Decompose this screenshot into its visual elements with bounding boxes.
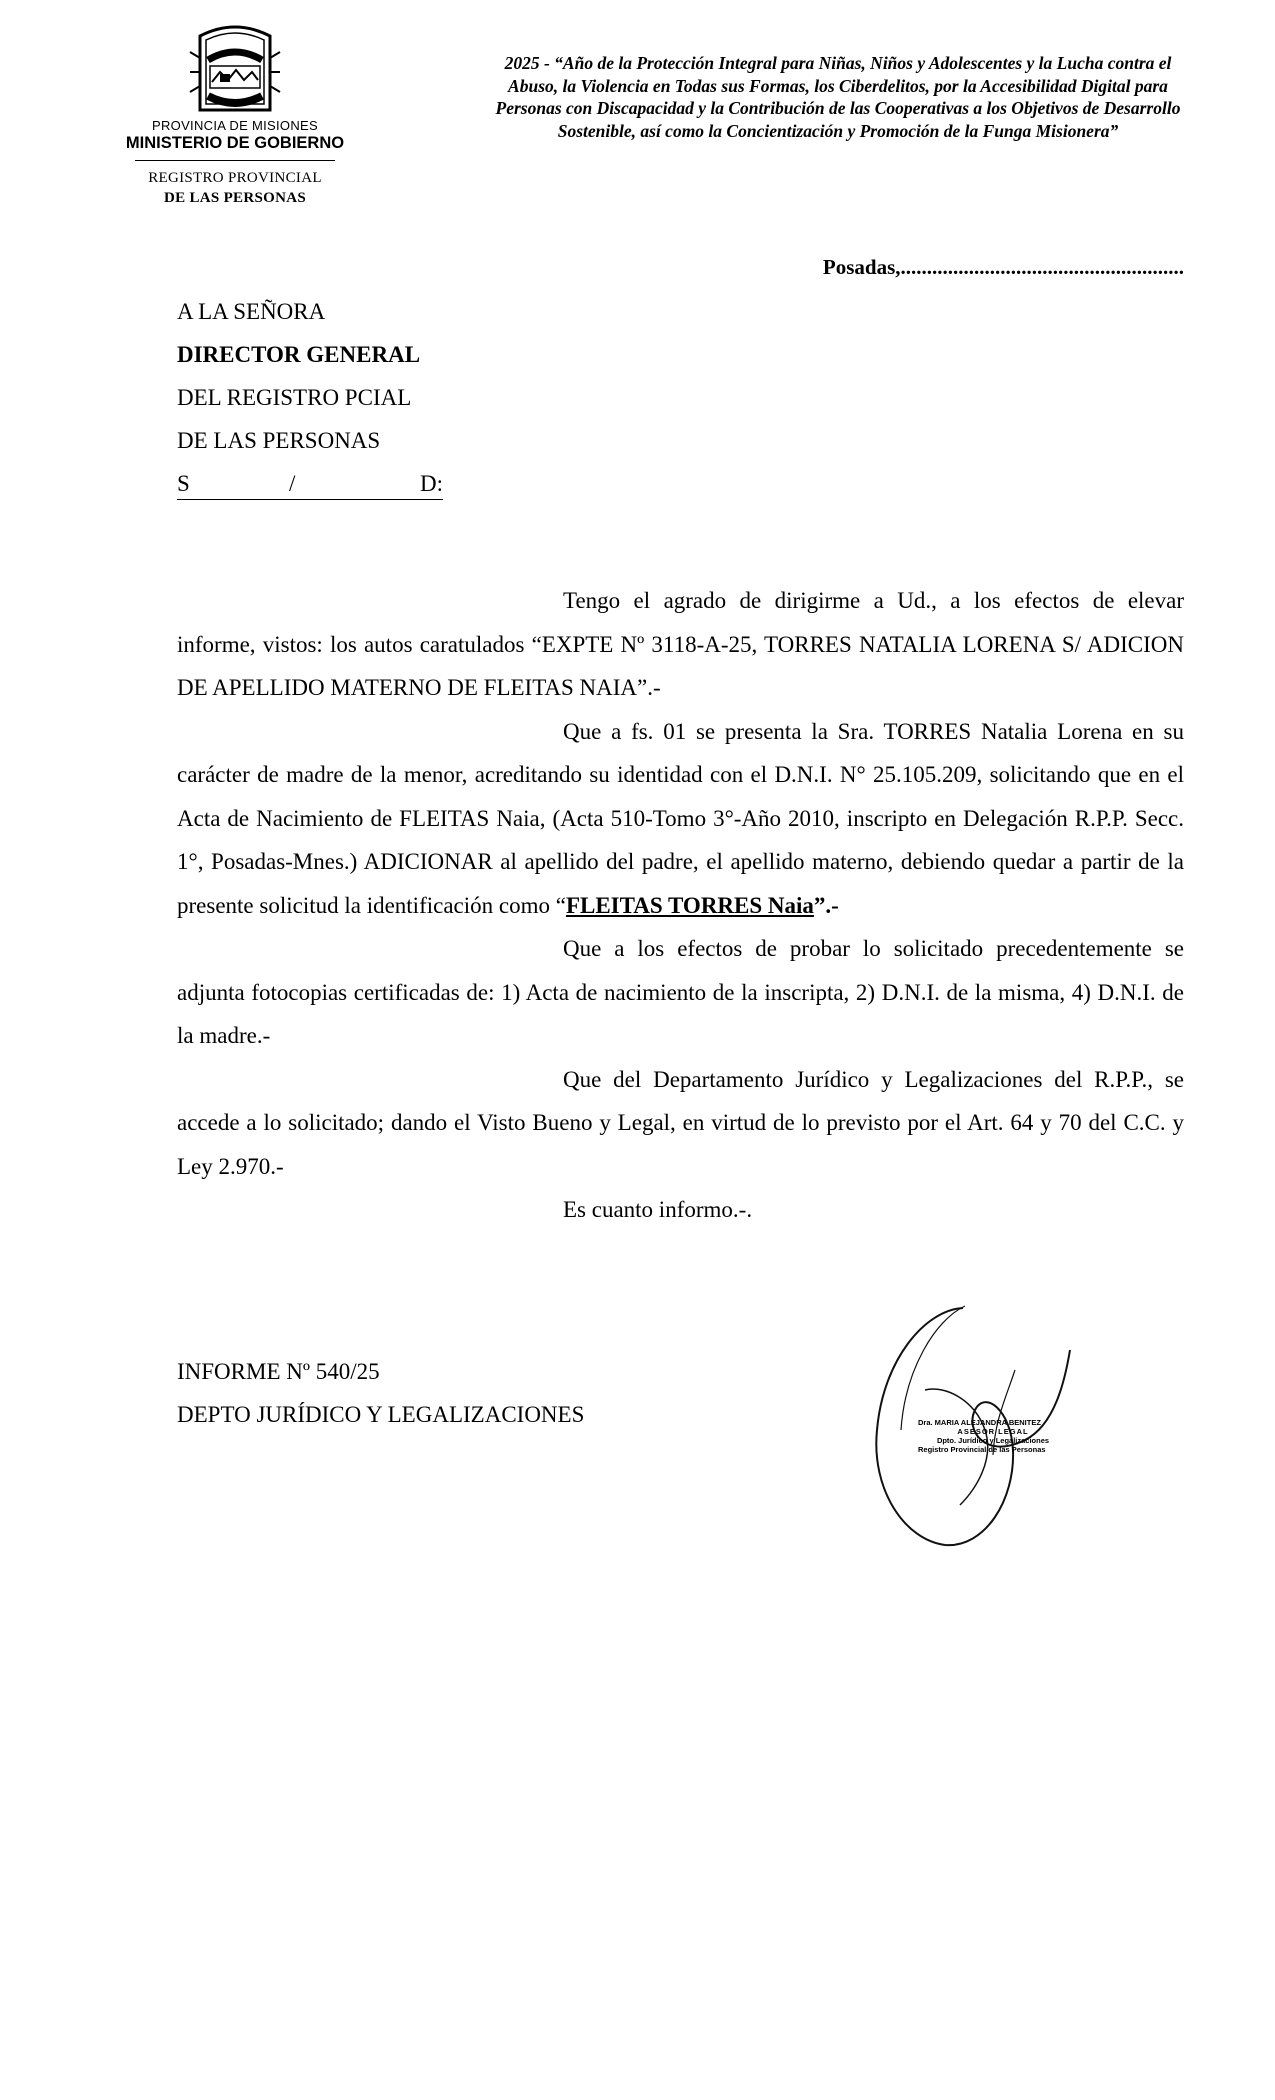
- province-seal-icon: [180, 22, 290, 114]
- place-date-line: Posadas,......................................................: [822, 255, 1184, 279]
- sd-d: D:: [420, 471, 443, 496]
- stamp-role: ASESOR LEGAL: [957, 1427, 1029, 1436]
- ministry-name: MINISTERIO DE GOBIERNO: [125, 134, 345, 152]
- addressee-institution: DEL REGISTRO PCIAL: [177, 385, 412, 410]
- paragraph-closing: Es cuanto informo.-.: [563, 1197, 753, 1222]
- province-name: PROVINCIA DE MISIONES: [152, 118, 318, 133]
- signature-stamp: [918, 1418, 1068, 1454]
- year-motto: 2025 - “Año de la Protección Integral para Niñas, Niños y Adolescentes y la Lucha contra el Abuso, la Violencia en Todas sus Formas, los Ciberdelitos, por la Accesibilidad Digital para Personas con Discapacidad y la Contribución de las Cooperativas a los Objetivos de Desarrollo Sostenible, así como la Concientización y Promoción de la Funga Misionera”: [495, 53, 1181, 141]
- addressee-title: DIRECTOR GENERAL: [177, 342, 421, 367]
- requested-name: FLEITAS TORRES Naia: [565, 892, 814, 918]
- addressee-salutation: A LA SEÑORA: [177, 299, 326, 324]
- sd-slash: /: [289, 471, 296, 496]
- stamp-department: Dpto. Jurídico y Legalizaciones: [936, 1436, 1050, 1445]
- department-name: DEPTO JURÍDICO Y LEGALIZACIONES: [177, 1402, 585, 1427]
- paragraph-intro: Tengo el agrado de dirigirme a Ud., a los efectos de elevar informe, vistos: los autos caratulados “EXPTE Nº 3118-A-25, TORRES NATALIA LORENA S/ ADICION DE APELLIDO MATERNO DE FLEITAS NAIA”.-: [177, 588, 1184, 700]
- sd-s: S: [177, 471, 190, 496]
- stamp-name: Dra. MARIA ALEJANDRA BENITEZ: [918, 1418, 1041, 1427]
- addressee-institution-cont: DE LAS PERSONAS: [177, 428, 381, 453]
- registry-name-line1: REGISTRO PROVINCIAL: [148, 170, 322, 186]
- registry-name-line2: DE LAS PERSONAS: [163, 190, 307, 206]
- letter-body: [177, 579, 1184, 1232]
- request-end: ”.-: [813, 892, 839, 918]
- request-text: Que a fs. 01 se presenta la Sra. TORRES Natalia Lorena en su carácter de madre de la menor, acreditando su identidad con el D.N.I. N° 25.105.209, solicitando que en el Acta de Nacimiento de FLEITAS Naia, (Acta 510-Tomo 3°-Año 2010, inscripto en Delegación R.P.P. Secc. 1°, Posadas-Mnes.) ADICIONAR al apellido del padre, el apellido materno, debiendo quedar a partir de la presente solicitud la identificación como “: [177, 718, 1184, 918]
- stamp-institution: Registro Provincial de las Personas: [918, 1445, 1046, 1454]
- report-number: INFORME Nº 540/25: [177, 1359, 380, 1384]
- paragraph-legal-basis: Que del Departamento Jurídico y Legalizaciones del R.P.P., se accede a lo solicitado; dando el Visto Bueno y Legal, en virtud de lo previsto por el Art. 64 y 70 del C.C. y Ley 2.970.-: [177, 1066, 1184, 1179]
- header-divider: [135, 160, 335, 161]
- paragraph-attachments: Que a los efectos de probar lo solicitado precedentemente se adjunta fotocopias certificadas de: 1) Acta de nacimiento de la inscripta, 2) D.N.I. de la misma, 4) D.N.I. de la madre.-: [177, 936, 1184, 1048]
- paragraph-request: [177, 710, 1184, 928]
- sd-line: [177, 471, 443, 500]
